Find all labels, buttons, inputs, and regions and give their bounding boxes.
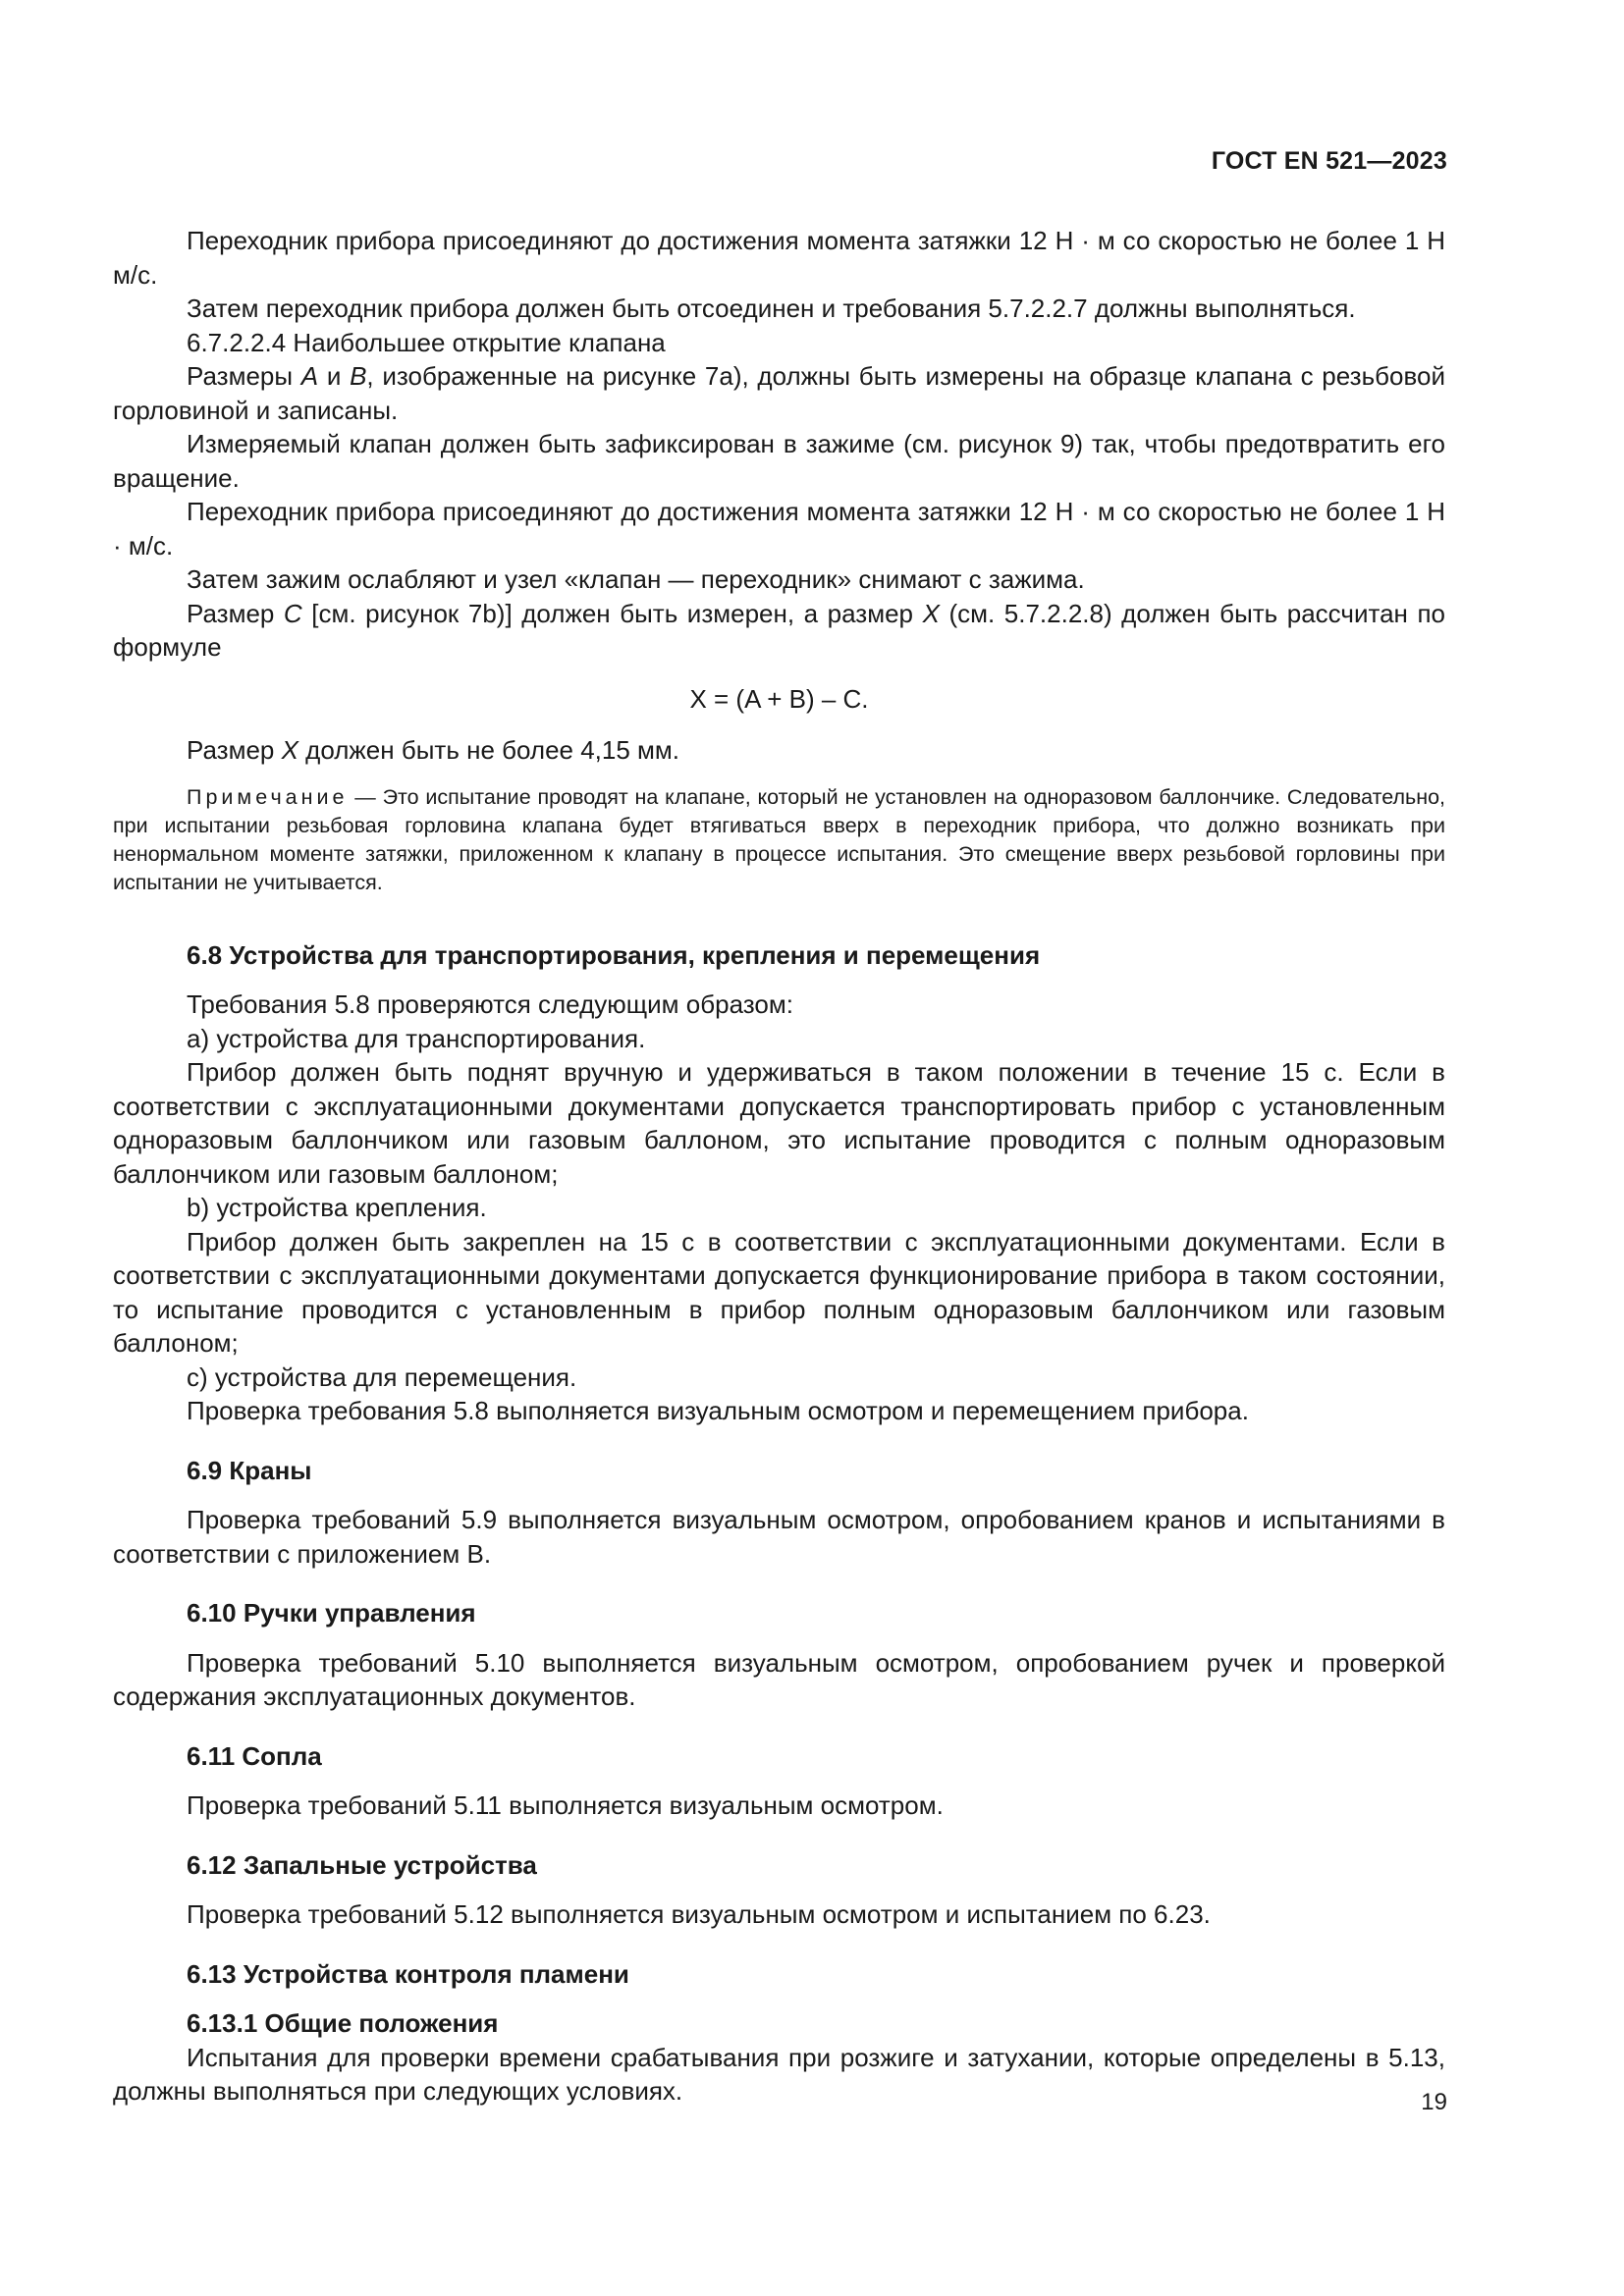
note-label: Примечание <box>187 784 349 809</box>
section-heading-6-8: 6.8 Устройства для транспортирования, крепления и перемещения <box>187 939 1041 970</box>
document-header: ГОСТ EN 521—2023 <box>1211 147 1447 175</box>
paragraph: Переходник прибора присоединяют до достижения момента затяжки 12 Н · м со скоростью не более 1 Н · м/с. <box>113 497 1445 561</box>
paragraph: Проверка требований 5.10 выполняется визуальным осмотром, опробованием ручек и проверкой содержания эксплуатационных документов. <box>113 1647 1445 1711</box>
paragraph: Прибор должен быть поднят вручную и удерживаться в таком положении в течение 15 с. Если в соответствии с эксплуатационными документами допускается транспортировать прибор с установленным одноразовым баллончиком или газовым баллоном, это испытание проводится с полным одноразовым баллончиком или газовым баллоном; <box>113 1057 1445 1189</box>
section-heading-6-13: 6.13 Устройства контроля пламени <box>187 1958 629 1989</box>
list-item: b) устройства крепления. <box>187 1193 487 1222</box>
paragraph: Проверка требований 5.11 выполняется визуальным осмотром. <box>187 1790 944 1820</box>
list-item: c) устройства для перемещения. <box>187 1362 577 1392</box>
section-heading-6-11: 6.11 Сопла <box>187 1740 322 1771</box>
paragraph: Размер X должен быть не более 4,15 мм. <box>187 735 680 765</box>
paragraph: Испытания для проверки времени срабатывания при розжиге и затухании, которые определены в 5.13, должны выполняться при следующих условиях. <box>113 2042 1445 2106</box>
paragraph: Проверка требования 5.8 выполняется визуальным осмотром и перемещением прибора. <box>187 1396 1249 1425</box>
section-heading-6-10: 6.10 Ручки управления <box>187 1598 476 1628</box>
page-content <box>113 224 1445 2109</box>
paragraph: Затем переходник прибора должен быть отсоединен и требования 5.7.2.2.7 должны выполняться. <box>187 294 1356 323</box>
list-item: a) устройства для транспортирования. <box>187 1023 646 1053</box>
paragraph: Проверка требований 5.9 выполняется визуальным осмотром, опробованием кранов и испытаниями в соответствии с приложением В. <box>113 1505 1445 1569</box>
paragraph: Переходник прибора присоединяют до достижения момента затяжки 12 Н · м со скоростью не более 1 Н м/с. <box>113 226 1445 290</box>
paragraph: Размеры A и B, изображенные на рисунке 7а), должны быть измерены на образце клапана с резьбовой горловиной и записаны. <box>113 361 1445 425</box>
note: Примечание — Это испытание проводят на клапане, который не установлен на одноразовом баллончике. Следовательно, при испытании резьбовая горловина клапана будет втягиваться вверх в переходник прибора, что должно возникать при ненормальном моменте затяжки, приложенном к клапану в процессе испытания. Это смещение вверх резьбовой горловины при испытании не учитывается. <box>113 784 1445 894</box>
page-number: 19 <box>1421 2089 1447 2115</box>
paragraph: Размер C [см. рисунок 7b)] должен быть измерен, а размер X (см. 5.7.2.2.8) должен быть рассчитан по формуле <box>113 598 1445 662</box>
section-heading-6-13-1: 6.13.1 Общие положения <box>187 2008 499 2038</box>
paragraph: Проверка требований 5.12 выполняется визуальным осмотром и испытанием по 6.23. <box>187 1899 1211 1929</box>
subsection-title: 6.7.2.2.4 Наибольшее открытие клапана <box>187 327 666 357</box>
paragraph: Требования 5.8 проверяются следующим образом: <box>187 989 793 1019</box>
section-heading-6-12: 6.12 Запальные устройства <box>187 1849 537 1880</box>
paragraph: Затем зажим ослабляют и узел «клапан — переходник» снимают с зажима. <box>187 564 1085 594</box>
paragraph: Измеряемый клапан должен быть зафиксирован в зажиме (см. рисунок 9) так, чтобы предотвратить его вращение. <box>113 429 1445 493</box>
section-heading-6-9: 6.9 Краны <box>187 1455 312 1485</box>
paragraph: Прибор должен быть закреплен на 15 с в соответствии с эксплуатационными документами. Если в соответствии с эксплуатационными документами допускается функционирование прибора в таком состоянии, то испытание проводится с установленным в прибор полным одноразовым баллончиком или газовым баллоном; <box>113 1226 1445 1358</box>
formula: X = (A + B) – C. <box>689 683 869 714</box>
